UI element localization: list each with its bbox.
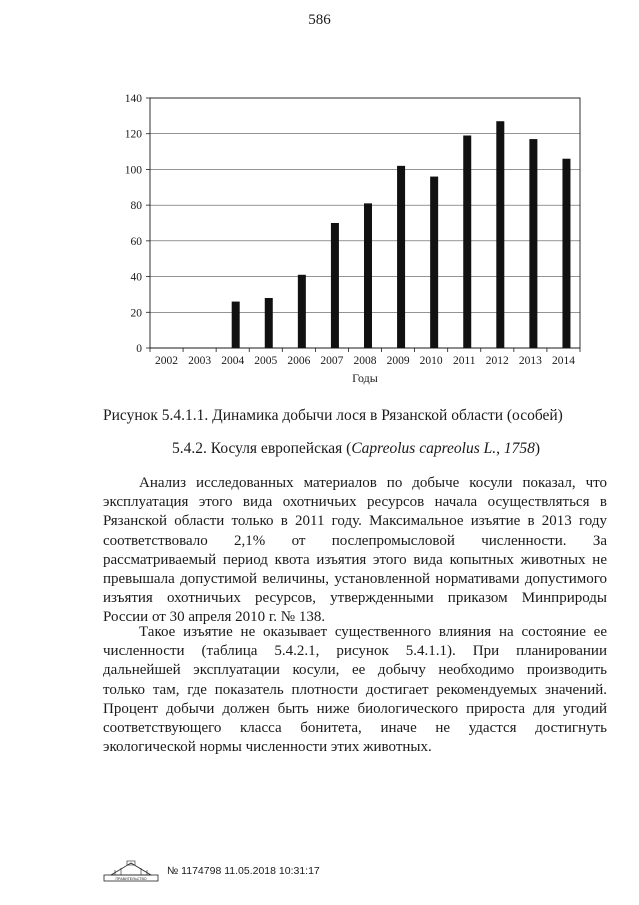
x-tick-label: 2011 xyxy=(452,355,476,367)
paragraph-line: рассматриваемый период квота изъятия этого вида копытных животных не xyxy=(103,551,607,568)
x-tick-label: 2009 xyxy=(386,355,410,367)
page-number: 586 xyxy=(308,12,331,28)
bar-2007 xyxy=(331,223,339,348)
y-tick-label: 60 xyxy=(130,235,142,248)
bar-2013 xyxy=(529,139,537,348)
paragraph-line: эксплуатация этого вида охотничьих ресурсов начала осуществляться в xyxy=(103,494,607,511)
x-tick-label: 2008 xyxy=(353,355,377,367)
x-axis-label: Годы xyxy=(352,371,378,385)
x-tick-label: 2004 xyxy=(221,355,245,367)
bar-2010 xyxy=(430,177,438,348)
y-tick-label: 120 xyxy=(124,128,142,141)
x-tick-label: 2005 xyxy=(254,355,278,367)
paragraph-line: превышала допустимой величины, установленной нормативами допустимого xyxy=(103,571,607,588)
paragraph-line: Рязанской области только в 2011 году. Максимальное изъятие в 2013 году xyxy=(103,513,607,530)
paragraph-line: Такое изъятие не оказывает существенного влияния на состояние ее xyxy=(139,624,607,640)
x-tick-label: 2006 xyxy=(287,355,311,367)
bar-2008 xyxy=(364,203,372,348)
x-tick-label: 2012 xyxy=(485,355,509,367)
paragraph-line: Анализ исследованных материалов по добыче косули показал, что xyxy=(139,475,607,491)
paragraph-line: России от 30 апреля 2010 г. № 138. xyxy=(103,609,326,626)
latin-name: Capreolus capreolus L., 1758 xyxy=(351,440,535,457)
paragraph-line: численности (таблица 5.4.2.1, рисунок 5.4.1.1). При планировании xyxy=(103,643,607,660)
document-number: № 1174798 11.05.2018 10:31:17 xyxy=(167,865,320,877)
x-axis-ticks xyxy=(150,348,580,367)
bar-2005 xyxy=(265,298,273,348)
y-tick-label: 0 xyxy=(136,343,142,355)
bar-2014 xyxy=(562,159,570,348)
bar-chart xyxy=(108,88,598,388)
chart-bars xyxy=(232,121,571,348)
x-tick-label: 2010 xyxy=(419,355,443,367)
bar-2006 xyxy=(298,275,306,348)
paragraph-2 xyxy=(103,623,607,757)
y-tick-label: 40 xyxy=(130,271,142,284)
section-heading xyxy=(172,440,540,458)
bar-2009 xyxy=(397,166,405,348)
paragraph-line: только там, где показатель плотности достигает рекомендуемых значений. xyxy=(103,681,607,698)
paragraph-1 xyxy=(103,474,607,628)
section-title: 5.4.2. Косуля европейская ( xyxy=(172,440,352,457)
figure-caption: Рисунок 5.4.1.1. Динамика добычи лося в Рязанской области (особей) xyxy=(103,407,563,424)
paragraph-line: изъятия охотничьих ресурсов, утвержденными приказом Минприроды xyxy=(103,590,607,607)
x-tick-label: 2007 xyxy=(320,355,344,367)
stamp-text: ПРАВИТЕЛЬСТВО xyxy=(115,877,147,881)
x-tick-label: 2003 xyxy=(188,355,212,367)
government-building-stamp xyxy=(103,860,159,882)
paragraph-line: соответствующего класса бонитета, иначе не удастся достигнуть xyxy=(103,720,607,737)
x-tick-label: 2002 xyxy=(155,355,179,367)
bar-2012 xyxy=(496,121,504,348)
y-axis-ticks xyxy=(125,93,150,355)
bar-2011 xyxy=(463,136,471,349)
y-tick-label: 20 xyxy=(130,307,142,320)
x-tick-label: 2013 xyxy=(518,355,542,367)
section-title-close: ) xyxy=(534,440,541,457)
paragraph-line: Процент добычи должен быть ниже биологического прироста для угодий xyxy=(103,700,607,717)
x-tick-label: 2014 xyxy=(551,355,575,367)
y-tick-label: 80 xyxy=(130,200,142,213)
paragraph-line: соответствовало 2,1% от послепромысловой численности. За xyxy=(103,532,607,549)
paragraph-line: дальнейшей эксплуатации косули, ее добычу необходимо производить xyxy=(103,662,607,679)
paragraph-line: экологической нормы численности этих животных. xyxy=(103,739,432,756)
y-tick-label: 100 xyxy=(124,164,142,177)
y-tick-label: 140 xyxy=(124,93,142,105)
bar-2004 xyxy=(232,302,240,348)
footer xyxy=(103,860,320,882)
